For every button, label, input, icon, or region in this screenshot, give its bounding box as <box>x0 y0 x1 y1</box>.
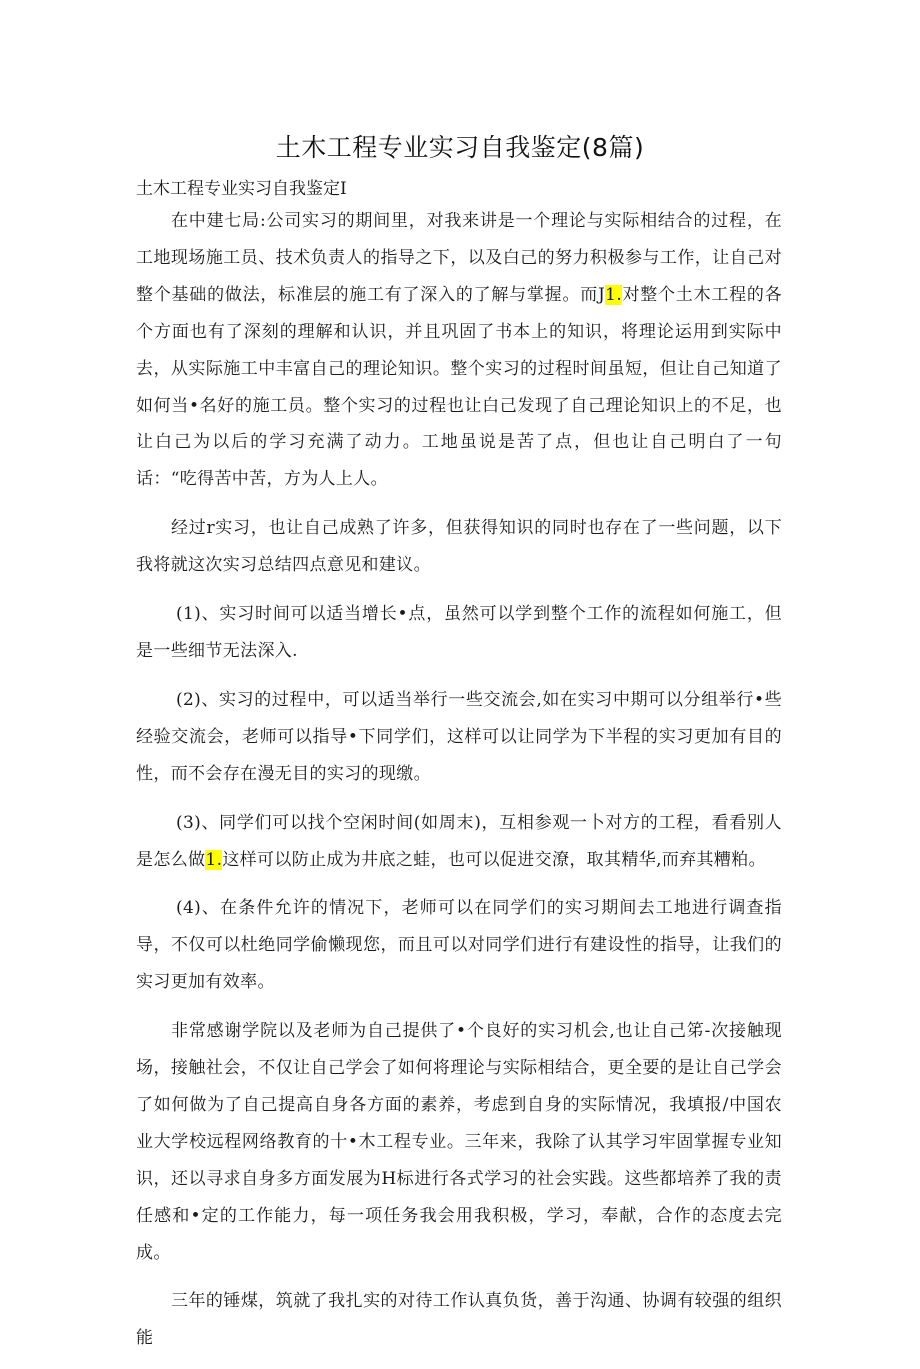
suggestion-1: (1)、实习时间可以适当增长•点，虽然可以学到整个工作的流程如何施工，但是一些细节无法深入. <box>136 604 782 661</box>
document-title: 土木工程专业实习自我鉴定(8篇) <box>275 133 645 162</box>
suggestion-4: (4)、在条件允许的情况下，老师可以在同学们的实习期间去工地进行调查指导，不仅可以杜绝同学偷懒现您，而且可以对同学们进行有建设性的指导，让我们的实习更加有效率。 <box>136 898 782 993</box>
paragraph-1-text-b: 对整个土木工程的各个方面也有了深刻的理解和认识，并且巩固了书本上的知识，将理论运用到实际中去，从实际施工中丰富自己的理论知识。整个实习的过程时间虽短，但让自己知道了如何当•名好的施工员。整个实习的过程也让白己发现了自己理论知识上的不足，也让白己为以后的学习充满了动力。工地虽说是苦了点，但也让自己明白了一句话：“吃得苦中苦，方为人上人。 <box>136 284 782 490</box>
highlight-mark: 1. <box>205 849 223 870</box>
highlight-mark: 1. <box>605 284 623 305</box>
suggestion-2: (2)、实习的过程中，可以适当举行一些交流会,如在实习中期可以分组举行•些经验交流会，老师可以指导•下同学们，这样可以让同学为下半程的实习更加有目的性，而不会存在漫无目的实习的现缴。 <box>136 689 782 784</box>
paragraph-1 <box>136 203 782 498</box>
paragraph-7: 非常感谢学院以及老师为自己提供了•个良好的实习机会,也让自己笫-次接触现场，接触社会，不仅让自己学会了如何将理论与实际相结合，更全要的是让自己学会了如何做为了自己提高自身各方面的素养，考虑到自身的实际情况，我填报/中国农业大学校远程网络教育的十•木工程专业。三年来，我除了认其学习牢固掌握专业知识，还以寻求自身多方面发展为H标进行各式学习的社会实践。这些都培养了我的责任感和•定的工作能力，每一项任务我会用我积极，学习，奉献，合作的态度去完成。 <box>136 1021 782 1263</box>
suggestion-3-text-b: 这样可以防止成为井底之蛙，也可以促进交潦，取其精华,而弃其糟粕。 <box>222 849 766 870</box>
paragraph-1-text-a: 在中建七局:公司实习的期间里，对我来讲是一个理论与实际相结合的过程，在工地现场施工员、技术负责人的指导之下，以及白己的努力积极参与工作，让自己对整个基础的做法，标准层的施工有了深入的了解与掌握。而J <box>136 211 782 305</box>
paragraph-2: 经过r实习，也让自己成熟了许多，但获得知识的同时也存在了一些问题，以下我将就这次实习总结四点意见和建议。 <box>136 518 782 576</box>
suggestion-3 <box>136 805 782 879</box>
suggestion-3-text-a: (3)、同学们可以找个空闲时间(如周末)，互相参观一卜对方的工程，看看别人是怎么做 <box>136 812 782 870</box>
section-heading: 土木工程专业实习自我鉴定I <box>136 179 347 199</box>
document-body <box>136 203 782 1369</box>
paragraph-8: 三年的锤煤，筑就了我扎实的对待工作认真负货，善于沟通、协调有较强的组织能 <box>136 1291 782 1349</box>
